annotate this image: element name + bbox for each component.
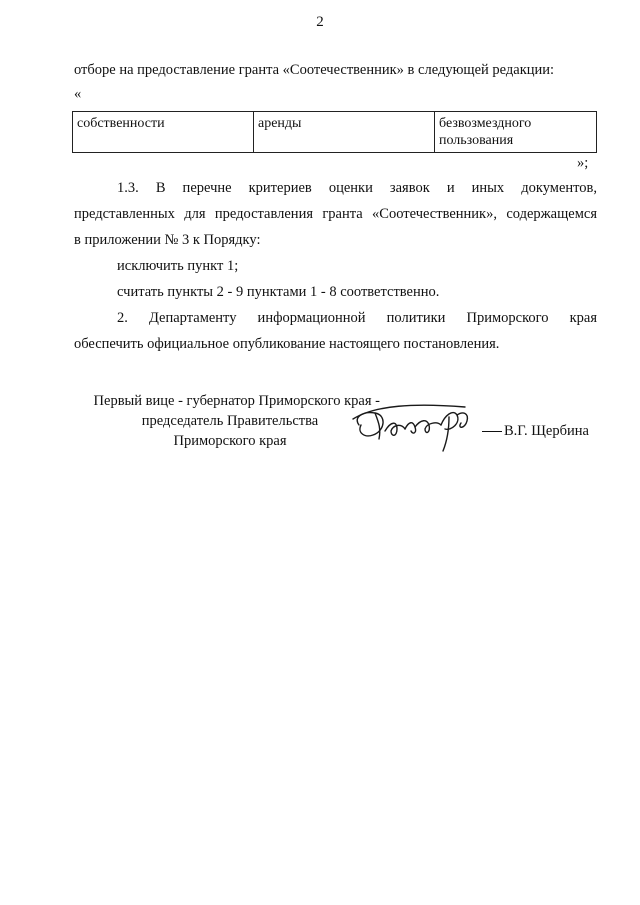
paragraph-1-3-line-3: в приложении № 3 к Порядку: bbox=[74, 232, 261, 248]
paragraph-1-3-line-2: представленных для предоставления гранта «Соотечественник», содержащемся bbox=[74, 206, 597, 222]
ownership-table bbox=[72, 111, 597, 153]
list-item-exclude: исключить пункт 1; bbox=[117, 258, 239, 274]
table-cell-lease: аренды bbox=[254, 112, 435, 153]
page-number: 2 bbox=[316, 14, 324, 30]
signature-title-line-1: Первый вице - губернатор Приморского края - bbox=[93, 393, 380, 409]
signer-name: В.Г. Щербина bbox=[504, 423, 589, 439]
paragraph-1-3-line-1: 1.3. В перечне критериев оценки заявок и иных документов, bbox=[117, 180, 597, 196]
table-row bbox=[73, 112, 597, 153]
table-cell-ownership: собственности bbox=[73, 112, 254, 153]
signature-title-line-2: председатель Правительства bbox=[141, 413, 319, 429]
handwritten-signature bbox=[345, 395, 510, 460]
intro-line: отборе на предоставление гранта «Соотечественник» в следующей редакции: bbox=[74, 62, 555, 78]
table-cell-free-use: безвозмездного пользования bbox=[435, 112, 597, 153]
list-item-renumber: считать пункты 2 - 9 пунктами 1 - 8 соответственно. bbox=[117, 284, 440, 300]
signature-title-line-3: Приморского края bbox=[173, 433, 287, 449]
open-quote: « bbox=[74, 86, 82, 102]
paragraph-2-line-1: 2. Департаменту информационной политики Приморского края bbox=[117, 310, 597, 326]
paragraph-2-line-2: обеспечить официальное опубликование настоящего постановления. bbox=[74, 336, 500, 352]
signature-dash bbox=[482, 431, 502, 432]
close-quote: »; bbox=[577, 155, 589, 171]
